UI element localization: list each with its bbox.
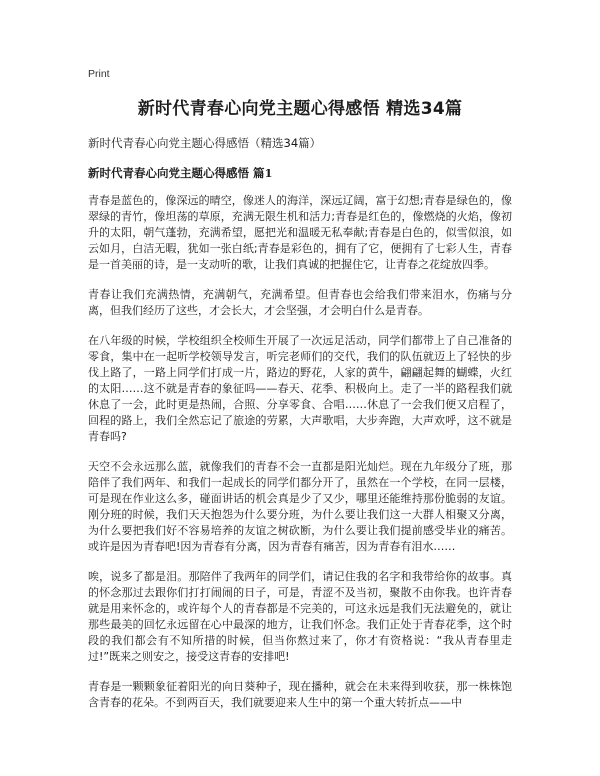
paragraph-5: 唉，说多了都是泪。那陪伴了我两年的同学们，请记住我的名字和我带给你的故事。真的怀念那过去跟你们打打闹闹的日子，可是，青涩不及当初，聚散不由你我。也许青春就是用来怀念的，或许每个人的青春都是不完美的，可这永远是我们无法避免的，就让那些最美的回忆永远留在心中最深的地方，让我们怀念。我们正处于青春花季，这个时段的我们都会有不知所措的时候，但当你熬过来了，你才有资格说：“我从青春里走过!”既来之则安之，接受这青春的安排吧! (88, 570, 512, 663)
document-subtitle: 新时代青春心向党主题心得感悟（精选34篇） (88, 136, 322, 150)
print-link[interactable]: Print (88, 68, 110, 80)
paragraph-4: 天空不会永远那么蓝，就像我们的青春不会一直都是阳光灿烂。现在九年级分了班，那陪伴了我们两年、和我们一起成长的同学们都分开了，虽然在一个学校，在同一层楼，可是现在作业这么多，碰面讲话的机会真是少了又少，哪里还能维持那份脆弱的友谊。刚分班的时候，我们天天抱怨为什么要分班，为什么要让我们这一大群人相聚又分离，为什么要把我们好不容易培养的友谊之树砍断，为什么要让我们提前感受毕业的痛苦。或许是因为青春吧!因为青春有分离，因为青春有痛苦，因为青春有泪水…… (88, 460, 512, 553)
paragraph-2: 青春让我们充满热情，充满朝气，充满希望。但青春也会给我们带来泪水，伤痛与分离，但我们经历了这些，才会长大，才会坚强，才会明白什么是青春。 (88, 288, 512, 317)
page-title: 新时代青春心向党主题心得感悟 精选34篇 (137, 99, 463, 119)
paragraph-6: 青春是一颗颗象征着阳光的向日葵种子，现在播种，就会在未来得到收获，那一株株饱含青春的花朵。不到两百天，我们就要迎来人生中的第一个重大转折点——中 (88, 680, 512, 709)
paragraph-1: 青春是蓝色的，像深远的晴空，像迷人的海洋，深远辽阔，富于幻想;青春是绿色的，像翠绿的青竹，像坦荡的草原，充满无限生机和活力;青春是红色的，像燃烧的火焰，像初升的太阳，朝气蓬勃，充满希望，愿把光和温暖无私奉献;青春是白色的，似雪似浪，如云如月，白洁无暇，犹如一张白纸;青春是彩色的，拥有了它，便拥有了七彩人生，青春是一首美丽的诗，是一支动听的歌，让我们真诚的把握住它，让青春之花绽放四季。 (88, 194, 512, 271)
paragraph-3: 在八年级的时候，学校组织全校师生开展了一次远足活动，同学们都带上了自己准备的零食，集中在一起听学校领导发言，听完老师们的交代，我们的队伍就迈上了轻快的步伐上路了，一路上同学们打成一片，路边的野花，人家的黄牛，翩翩起舞的蝴蝶，火红的太阳……这不就是青春的象征吗——春天、花季、积极向上。走了一半的路程我们就休息了一会，此时更是热闹，合照、分享零食、合唱……休息了一会我们便又启程了，回程的路上，我们全然忘记了旅途的劳累，大声歌唱，大步奔跑，大声欢呼，这不就是青春吗? (88, 334, 512, 443)
section-heading: 新时代青春心向党主题心得感悟 篇1 (88, 166, 273, 180)
